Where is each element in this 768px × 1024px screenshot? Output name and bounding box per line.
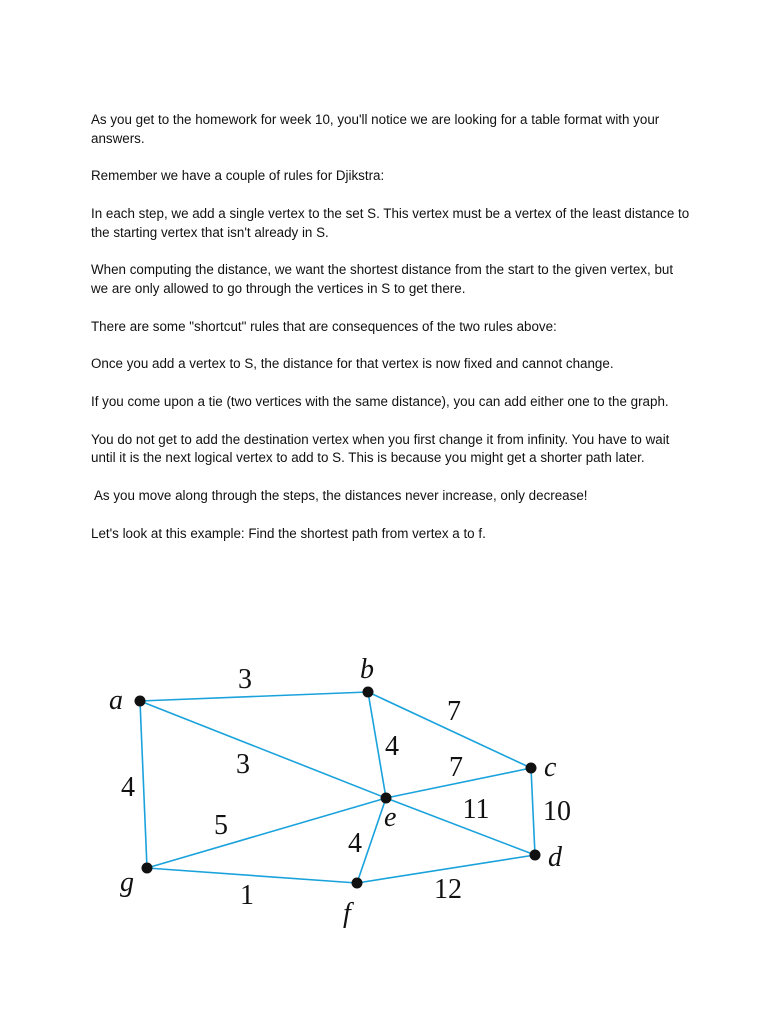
edge-weight-g-f: 1 <box>240 880 254 911</box>
vertex-label-a: a <box>109 685 123 716</box>
graph-vertex-labels <box>109 654 563 929</box>
edge-weight-a-e: 3 <box>236 749 250 780</box>
edge-e-d <box>386 798 535 855</box>
edge-weight-e-d: 11 <box>462 794 490 825</box>
vertex-d <box>530 850 541 861</box>
graph-vertices <box>135 687 541 889</box>
paragraph-shortcut-destination: You do not get to add the destination vertex when you first change it from infinity. You have to wait until it is the next logical vertex to add to S. This is because you might get a shorter path later. <box>91 431 670 466</box>
vertex-label-d: d <box>548 842 562 873</box>
vertex-label-e: e <box>384 802 397 833</box>
edge-weight-b-e: 4 <box>385 731 399 762</box>
vertex-g <box>142 863 153 874</box>
vertex-c <box>526 763 537 774</box>
vertex-label-b: b <box>360 654 374 685</box>
vertex-a <box>135 696 146 707</box>
paragraph-shortcut-tie: If you come upon a tie (two vertices with the same distance), you can add either one to the graph. <box>91 393 669 409</box>
vertex-label-c: c <box>544 752 557 783</box>
edge-weight-b-c: 7 <box>447 696 461 727</box>
graph-edge-weights <box>121 664 571 911</box>
paragraph-rule-two: When computing the distance, we want the shortest distance from the start to the given vertex, but we are only allowed to go through the vertices in S to get there. <box>91 262 674 297</box>
edge-weight-e-f: 4 <box>348 828 362 859</box>
edge-weight-g-e: 5 <box>214 810 228 841</box>
edge-a-e <box>140 701 386 798</box>
vertex-label-f: f <box>343 898 351 929</box>
edge-b-e <box>368 692 386 798</box>
edge-weight-a-g: 4 <box>121 772 135 803</box>
edge-c-d <box>531 768 535 855</box>
edge-a-b <box>140 692 368 701</box>
edge-weight-c-d: 10 <box>543 796 571 827</box>
edge-weight-e-c: 7 <box>449 752 463 783</box>
vertex-f <box>352 878 363 889</box>
edge-a-g <box>140 701 147 868</box>
edge-weight-f-d: 12 <box>434 874 462 905</box>
paragraph-distances-decrease: As you move along through the steps, the distances never increase, only decrease! <box>91 487 588 503</box>
paragraph-shortcuts-intro: There are some "shortcut" rules that are consequences of the two rules above: <box>91 318 557 334</box>
graph-edges <box>140 692 535 883</box>
vertex-b <box>363 687 374 698</box>
vertex-label-g: g <box>120 867 134 898</box>
paragraph-shortcut-fixed: Once you add a vertex to S, the distance for that vertex is now fixed and cannot change. <box>91 356 614 372</box>
paragraph-rules-intro: Remember we have a couple of rules for Djikstra: <box>91 168 385 184</box>
edge-weight-a-b: 3 <box>238 664 252 695</box>
paragraph-rule-one: In each step, we add a single vertex to the set S. This vertex must be a vertex of the least distance to the starting vertex that isn't already in S. <box>91 205 690 240</box>
paragraph-example-intro: Let's look at this example: Find the shortest path from vertex a to f. <box>91 525 486 541</box>
paragraph-homework-intro: As you get to the homework for week 10, you'll notice we are looking for a table format with your answers. <box>91 112 660 146</box>
